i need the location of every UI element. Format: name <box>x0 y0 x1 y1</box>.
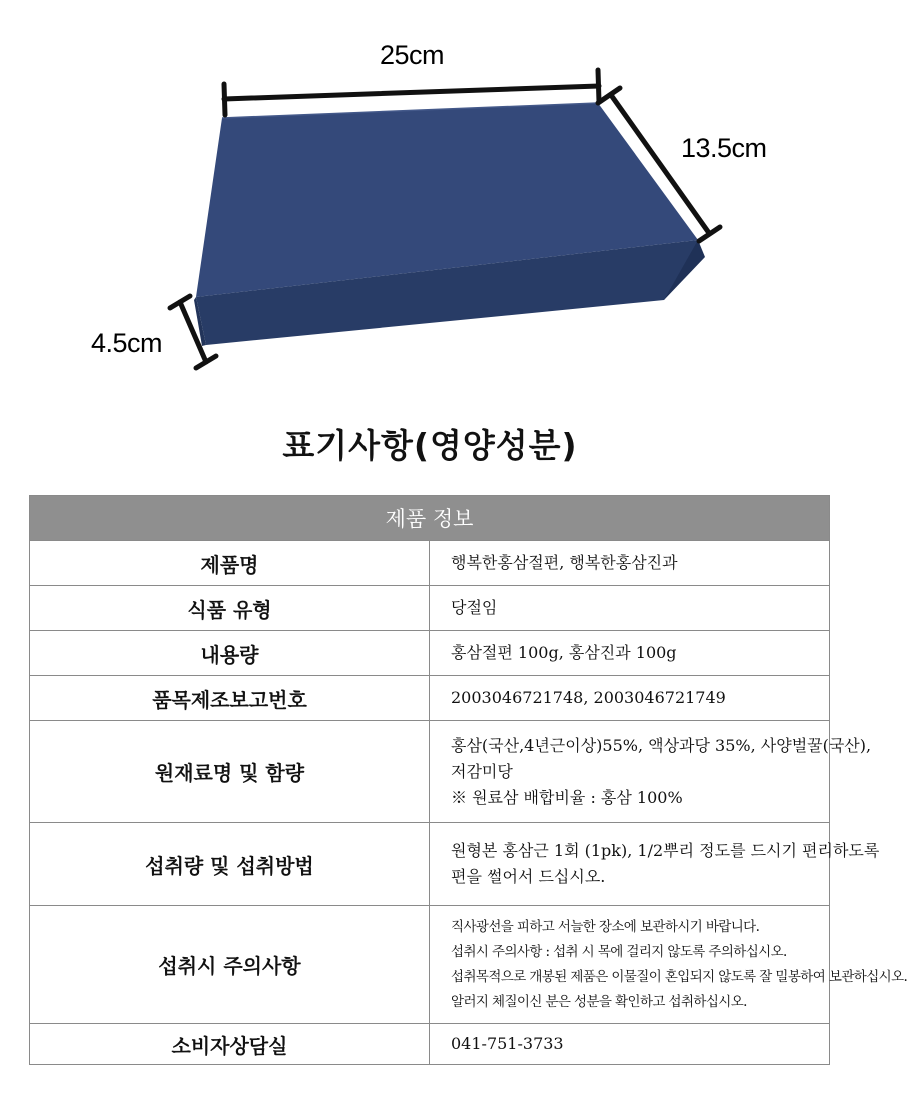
length-label: 25cm <box>380 40 445 70</box>
table-row-consumer-center <box>30 1024 830 1065</box>
row-value <box>430 823 880 906</box>
value-line: 홍삼절편 100g, 홍삼진과 100g <box>451 643 677 662</box>
width-label: 13.5cm <box>681 133 767 163</box>
value-line: 원형본 홍삼근 1회 (1pk), 1/2뿌리 정도를 드시기 편리하도록 <box>451 841 880 860</box>
row-value <box>430 541 830 586</box>
row-value <box>430 906 907 1024</box>
row-label: 섭취시 주의사항 <box>30 906 430 1024</box>
table-header: 제품 정보 <box>30 496 830 541</box>
value-line: 행복한홍삼절편, 행복한홍삼진과 <box>451 553 678 572</box>
row-value <box>430 721 872 823</box>
value-line: 저감미당 <box>451 761 513 781</box>
table-row-report-number <box>30 676 830 721</box>
row-value <box>430 631 830 676</box>
table-row-ingredients <box>30 721 830 823</box>
value-line: 2003046721748, 2003046721749 <box>451 688 726 707</box>
table-row-product-name <box>30 541 830 586</box>
table-header-row <box>30 496 830 541</box>
value-line: 직사광선을 피하고 서늘한 장소에 보관하시기 바랍니다. <box>451 918 760 935</box>
value-line: 알러지 체질이신 분은 성분을 확인하고 섭취하십시오. <box>451 993 747 1010</box>
row-label: 식품 유형 <box>30 586 430 631</box>
table-row-precautions <box>30 906 830 1024</box>
table-row-intake-method <box>30 823 830 906</box>
row-value <box>430 586 830 631</box>
phone-number: 041-751-3733 <box>451 1034 564 1053</box>
row-label: 섭취량 및 섭취방법 <box>30 823 430 906</box>
section-title: 표기사항(영양성분) <box>282 426 578 465</box>
table-row-content-amount <box>30 631 830 676</box>
row-value <box>430 1024 830 1065</box>
value-line: 섭취시 주의사항 : 섭취 시 목에 걸리지 않도록 주의하십시오. <box>451 943 787 960</box>
row-label: 품목제조보고번호 <box>30 676 430 721</box>
row-label: 소비자상담실 <box>30 1024 430 1065</box>
value-line: ※ 원료삼 배합비율 : 홍삼 100% <box>451 787 683 807</box>
value-line: 섭취목적으로 개봉된 제품은 이물질이 혼입되지 않도록 잘 밀봉하여 보관하십시오. <box>451 968 907 985</box>
row-label: 제품명 <box>30 541 430 586</box>
row-value <box>430 676 830 721</box>
product-info-table <box>29 495 907 1065</box>
row-label: 원재료명 및 함량 <box>30 721 430 823</box>
value-line: 편을 썰어서 드십시오. <box>451 867 606 886</box>
value-line: 당절임 <box>451 598 498 617</box>
height-label: 4.5cm <box>91 328 163 358</box>
value-line: 홍삼(국산,4년근이상)55%, 액상과당 35%, 사양벌꿀(국산), <box>451 735 872 755</box>
table-row-food-type <box>30 586 830 631</box>
row-label: 내용량 <box>30 631 430 676</box>
